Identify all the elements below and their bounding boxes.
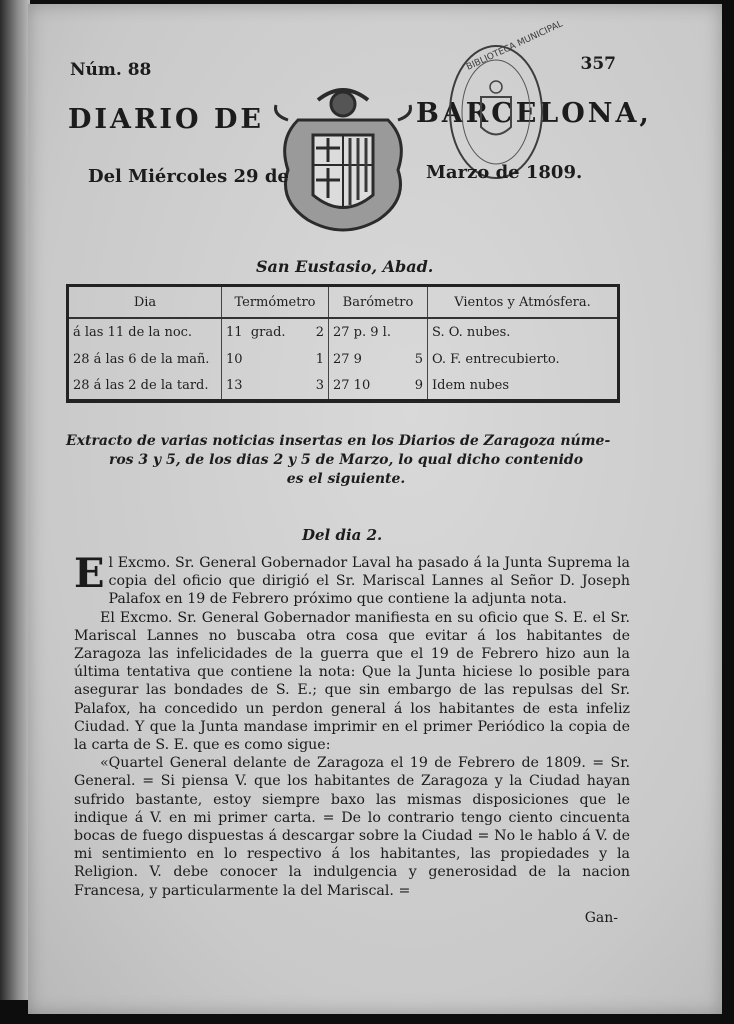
cell-vientos: Idem nubes <box>432 378 510 394</box>
cell-barometro: 27 9 5 <box>329 346 428 373</box>
table-row <box>69 318 617 346</box>
table-row <box>69 372 617 399</box>
cell-vientos: S. O. nubes. <box>432 324 511 340</box>
saint-of-the-day: San Eustasio, Abad. <box>256 257 434 276</box>
cell-barometro: 27 10 9 <box>329 372 428 399</box>
stamp-text: BIBLIOTECA MUNICIPAL <box>465 19 565 73</box>
masthead-left: DIARIO DE <box>68 104 264 135</box>
barcelona-coat-of-arms-icon <box>268 80 418 240</box>
drop-cap: E <box>74 550 105 597</box>
weather-header-row <box>69 287 617 318</box>
extract-heading <box>66 432 626 489</box>
paragraph-1: El Excmo. Sr. General Gobernador Laval ha pasado á la Junta Suprema la copia del oficio que dirigió el Sr. Mariscal Lannes al Señor D. Joseph Palafox en 19 de Febrero próximo que contiene la adjunta nota. <box>74 550 630 608</box>
cell-dia: 28 á las 2 de la tard. <box>69 372 222 399</box>
masthead-right: BARCELONA, <box>416 98 652 129</box>
date-left: Del Miércoles 29 de <box>88 166 289 187</box>
section-title: Del dia 2. <box>302 526 383 544</box>
paragraph-3-letter: «Quartel General delante de Zaragoza el 19 de Febrero de 1809. = Sr. General. = Si piensa V. que los habitantes de Zaragoza y la Ciudad hayan sufrido bastante, estoy siempre baxo las mismas disposiciones que le indique á V. en mi primer carta. = De lo contrario tengo ciento cincuenta bocas de fuego dispuestas á descargar sobre la Ciudad = No le hablo á V. de mi sentimiento en lo respectivo á los habitantes, las propiedades y la Religion. V. debe conocer la indulgencia y generosidad de la nacion Francesa, y particularmente la del Mariscal. = <box>74 755 630 899</box>
cell-termometro: 11 grad. 2 <box>222 318 329 346</box>
extract-line-1: Extracto de varias noticias insertas en los Diarios de Zaragoza núme- <box>66 433 611 449</box>
cell-termometro: 10 1 <box>222 346 329 373</box>
weather-table <box>66 284 620 403</box>
col-vientos: Vientos y Atmósfera. <box>428 287 618 318</box>
catchword: Gan- <box>584 910 618 926</box>
cell-barometro: 27 p. 9 l. <box>329 318 428 346</box>
cell-vientos: O. F. entrecubierto. <box>432 351 560 367</box>
newspaper-page <box>28 4 722 1014</box>
cell-termometro: 13 3 <box>222 372 329 399</box>
page-number: 357 <box>580 54 616 74</box>
col-termometro: Termómetro <box>222 287 329 318</box>
article-body <box>74 550 630 900</box>
paragraph-2: El Excmo. Sr. General Gobernador manifiesta en su oficio que S. E. el Sr. Mariscal Lannes no buscaba otra cosa que evitar á los habitantes de Zaragoza las infelicidades de la guerra que el 19 de Febrero hizo aun la última tentativa que contiene la nota: Que la Junta hiciese lo posible para asegurar las bondades de S. E.; que sin embargo de las repulsas del Sr. Palafox, ha concedido un perdon general á los habitantes de esta infeliz Ciudad. Y que la Junta mandase imprimir en el primer Periódico la copia de la carta de S. E. que es como sigue: <box>74 609 630 754</box>
extract-line-2: ros 3 y 5, de los dias 2 y 5 de Marzo, lo qual dicho contenido <box>108 452 584 468</box>
table-row <box>69 346 617 373</box>
cell-dia: 28 á las 6 de la mañ. <box>69 346 222 373</box>
col-dia: Dia <box>69 287 222 318</box>
extract-line-3: es el siguiente. <box>286 471 406 487</box>
date-right: Marzo de 1809. <box>426 162 583 183</box>
issue-number: Núm. 88 <box>70 60 152 80</box>
col-barometro: Barómetro <box>329 287 428 318</box>
cell-dia: á las 11 de la noc. <box>69 318 222 346</box>
book-spine <box>0 0 30 1000</box>
